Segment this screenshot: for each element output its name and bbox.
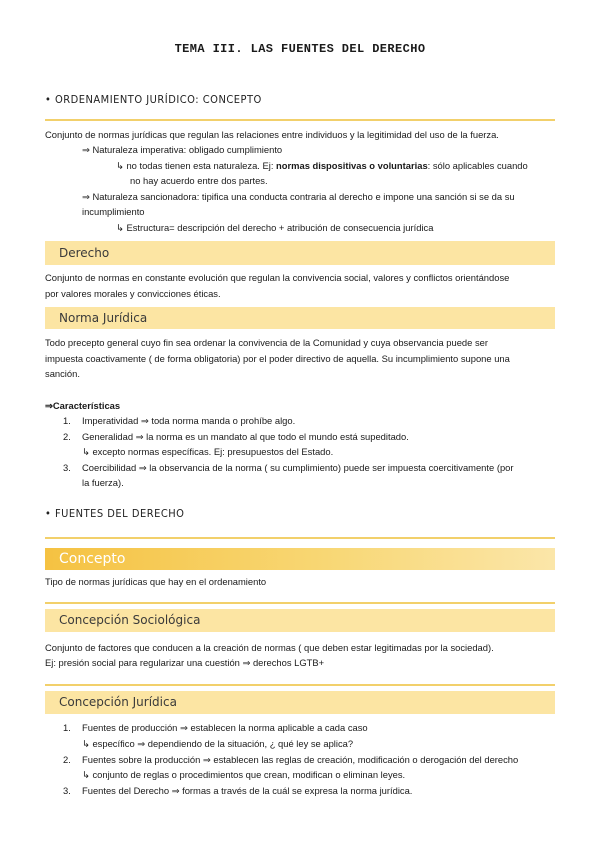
caract-item-2-sub: ↳ excepto normas específicas. Ej: presupuestos del Estado.: [82, 446, 334, 457]
juridica-item-1: Fuentes de producción ⇒ establecen la norma aplicable a cada caso: [82, 722, 368, 733]
concepto-top-rule: [45, 537, 555, 539]
caract-num-3: 3.: [63, 462, 71, 473]
caract-num-1: 1.: [63, 415, 71, 426]
juridica-top-rule: [45, 684, 555, 686]
derecho-text-1: Conjunto de normas en constante evolución que regulan la convivencia social, valores y conflictos orientándose: [45, 272, 510, 283]
sociologica-text-1: Conjunto de factores que conducen a la creación de normas ( que deben estar legitimadas por la sociedad).: [45, 642, 494, 653]
norma-band: [45, 307, 555, 329]
norma-heading: Norma Jurídica: [59, 311, 148, 325]
imperativa-sub: [116, 158, 528, 174]
caract-item-2: Generalidad ⇒ la norma es un mandato al que todo el mundo está supeditado.: [82, 431, 409, 442]
naturaleza-sancionadora: ⇒ Naturaleza sancionadora: tipifica una conducta contraria al derecho e impone una sanción si se da su: [82, 191, 515, 202]
derecho-heading: Derecho: [59, 246, 110, 260]
concepto-band: [45, 548, 555, 570]
juridica-item-1-sub: ↳ específico ⇒ dependiendo de la situación, ¿ qué ley se aplica?: [82, 738, 354, 749]
naturaleza-sancionadora-cont: incumplimiento: [82, 206, 145, 217]
estructura: ↳ Estructura= descripción del derecho + atribución de consecuencia jurídica: [116, 222, 434, 233]
norma-text-1: Todo precepto general cuyo fin sea ordenar la convivencia de la Comunidad y cuya observancia puede ser: [45, 337, 488, 348]
caract-num-2: 2.: [63, 431, 71, 442]
juridica-num-2: 2.: [63, 754, 71, 765]
sociologica-band: [45, 609, 555, 632]
section-heading-ordenamiento: • ORDENAMIENTO JURÍDICO: CONCEPTO: [45, 93, 262, 106]
sociologica-text-2: Ej: presión social para regularizar una cuestión ⇒ derechos LGTB+: [45, 657, 325, 668]
juridica-item-3: Fuentes del Derecho ⇒ formas a través de la cuál se expresa la norma jurídica.: [82, 785, 413, 796]
page-title: TEMA III. LAS FUENTES DEL DERECHO: [174, 42, 426, 56]
caract-item-3-cont: la fuerza).: [82, 477, 124, 488]
imperativa-sub-bold: normas dispositivas o voluntarias: [276, 160, 428, 171]
imperativa-sub-cont: no hay acuerdo entre dos partes.: [130, 175, 268, 186]
concepto-heading: Concepto: [59, 551, 126, 567]
caract-item-1: Imperatividad ⇒ toda norma manda o prohíbe algo.: [82, 415, 296, 426]
norma-text-3: sanción.: [45, 368, 80, 379]
juridica-heading: Concepción Jurídica: [59, 695, 177, 709]
naturaleza-imperativa: ⇒ Naturaleza imperativa: obligado cumplimiento: [82, 144, 283, 155]
sociologica-heading: Concepción Sociológica: [59, 613, 201, 627]
caract-item-3: Coercibilidad ⇒ la observancia de la norma ( su cumplimiento) puede ser impuesta coercitivamente (por: [82, 462, 514, 473]
ordenamiento-intro: Conjunto de normas jurídicas que regulan las relaciones entre individuos y la legitimidad del uso de la fuerza.: [45, 129, 499, 140]
norma-text-2: impuesta coactivamente ( de forma obligatoria) por el poder directivo de aquella. Su incumplimiento supone una: [45, 353, 510, 364]
derecho-text-2: por valores morales y convicciones éticas.: [45, 288, 221, 299]
juridica-item-2: Fuentes sobre la producción ⇒ establecen las reglas de creación, modificación o derogación del derecho: [82, 754, 519, 765]
concepto-text: Tipo de normas jurídicas que hay en el ordenamiento: [45, 576, 267, 587]
imperativa-sub-post: : sólo aplicables cuando: [427, 160, 528, 171]
section-heading-fuentes: • FUENTES DEL DERECHO: [45, 507, 185, 520]
imperativa-sub-pre: ↳ no todas tienen esta naturaleza. Ej:: [116, 160, 277, 171]
caracteristicas-heading: ⇒Características: [45, 400, 121, 411]
juridica-band: [45, 691, 555, 714]
juridica-num-1: 1.: [63, 722, 71, 733]
derecho-band: [45, 241, 555, 265]
sociologica-top-rule: [45, 602, 555, 604]
juridica-item-2-sub: ↳ conjunto de reglas o procedimientos que crean, modifican o eliminan leyes.: [82, 769, 406, 780]
juridica-num-3: 3.: [63, 785, 71, 796]
section-divider: [45, 119, 555, 121]
